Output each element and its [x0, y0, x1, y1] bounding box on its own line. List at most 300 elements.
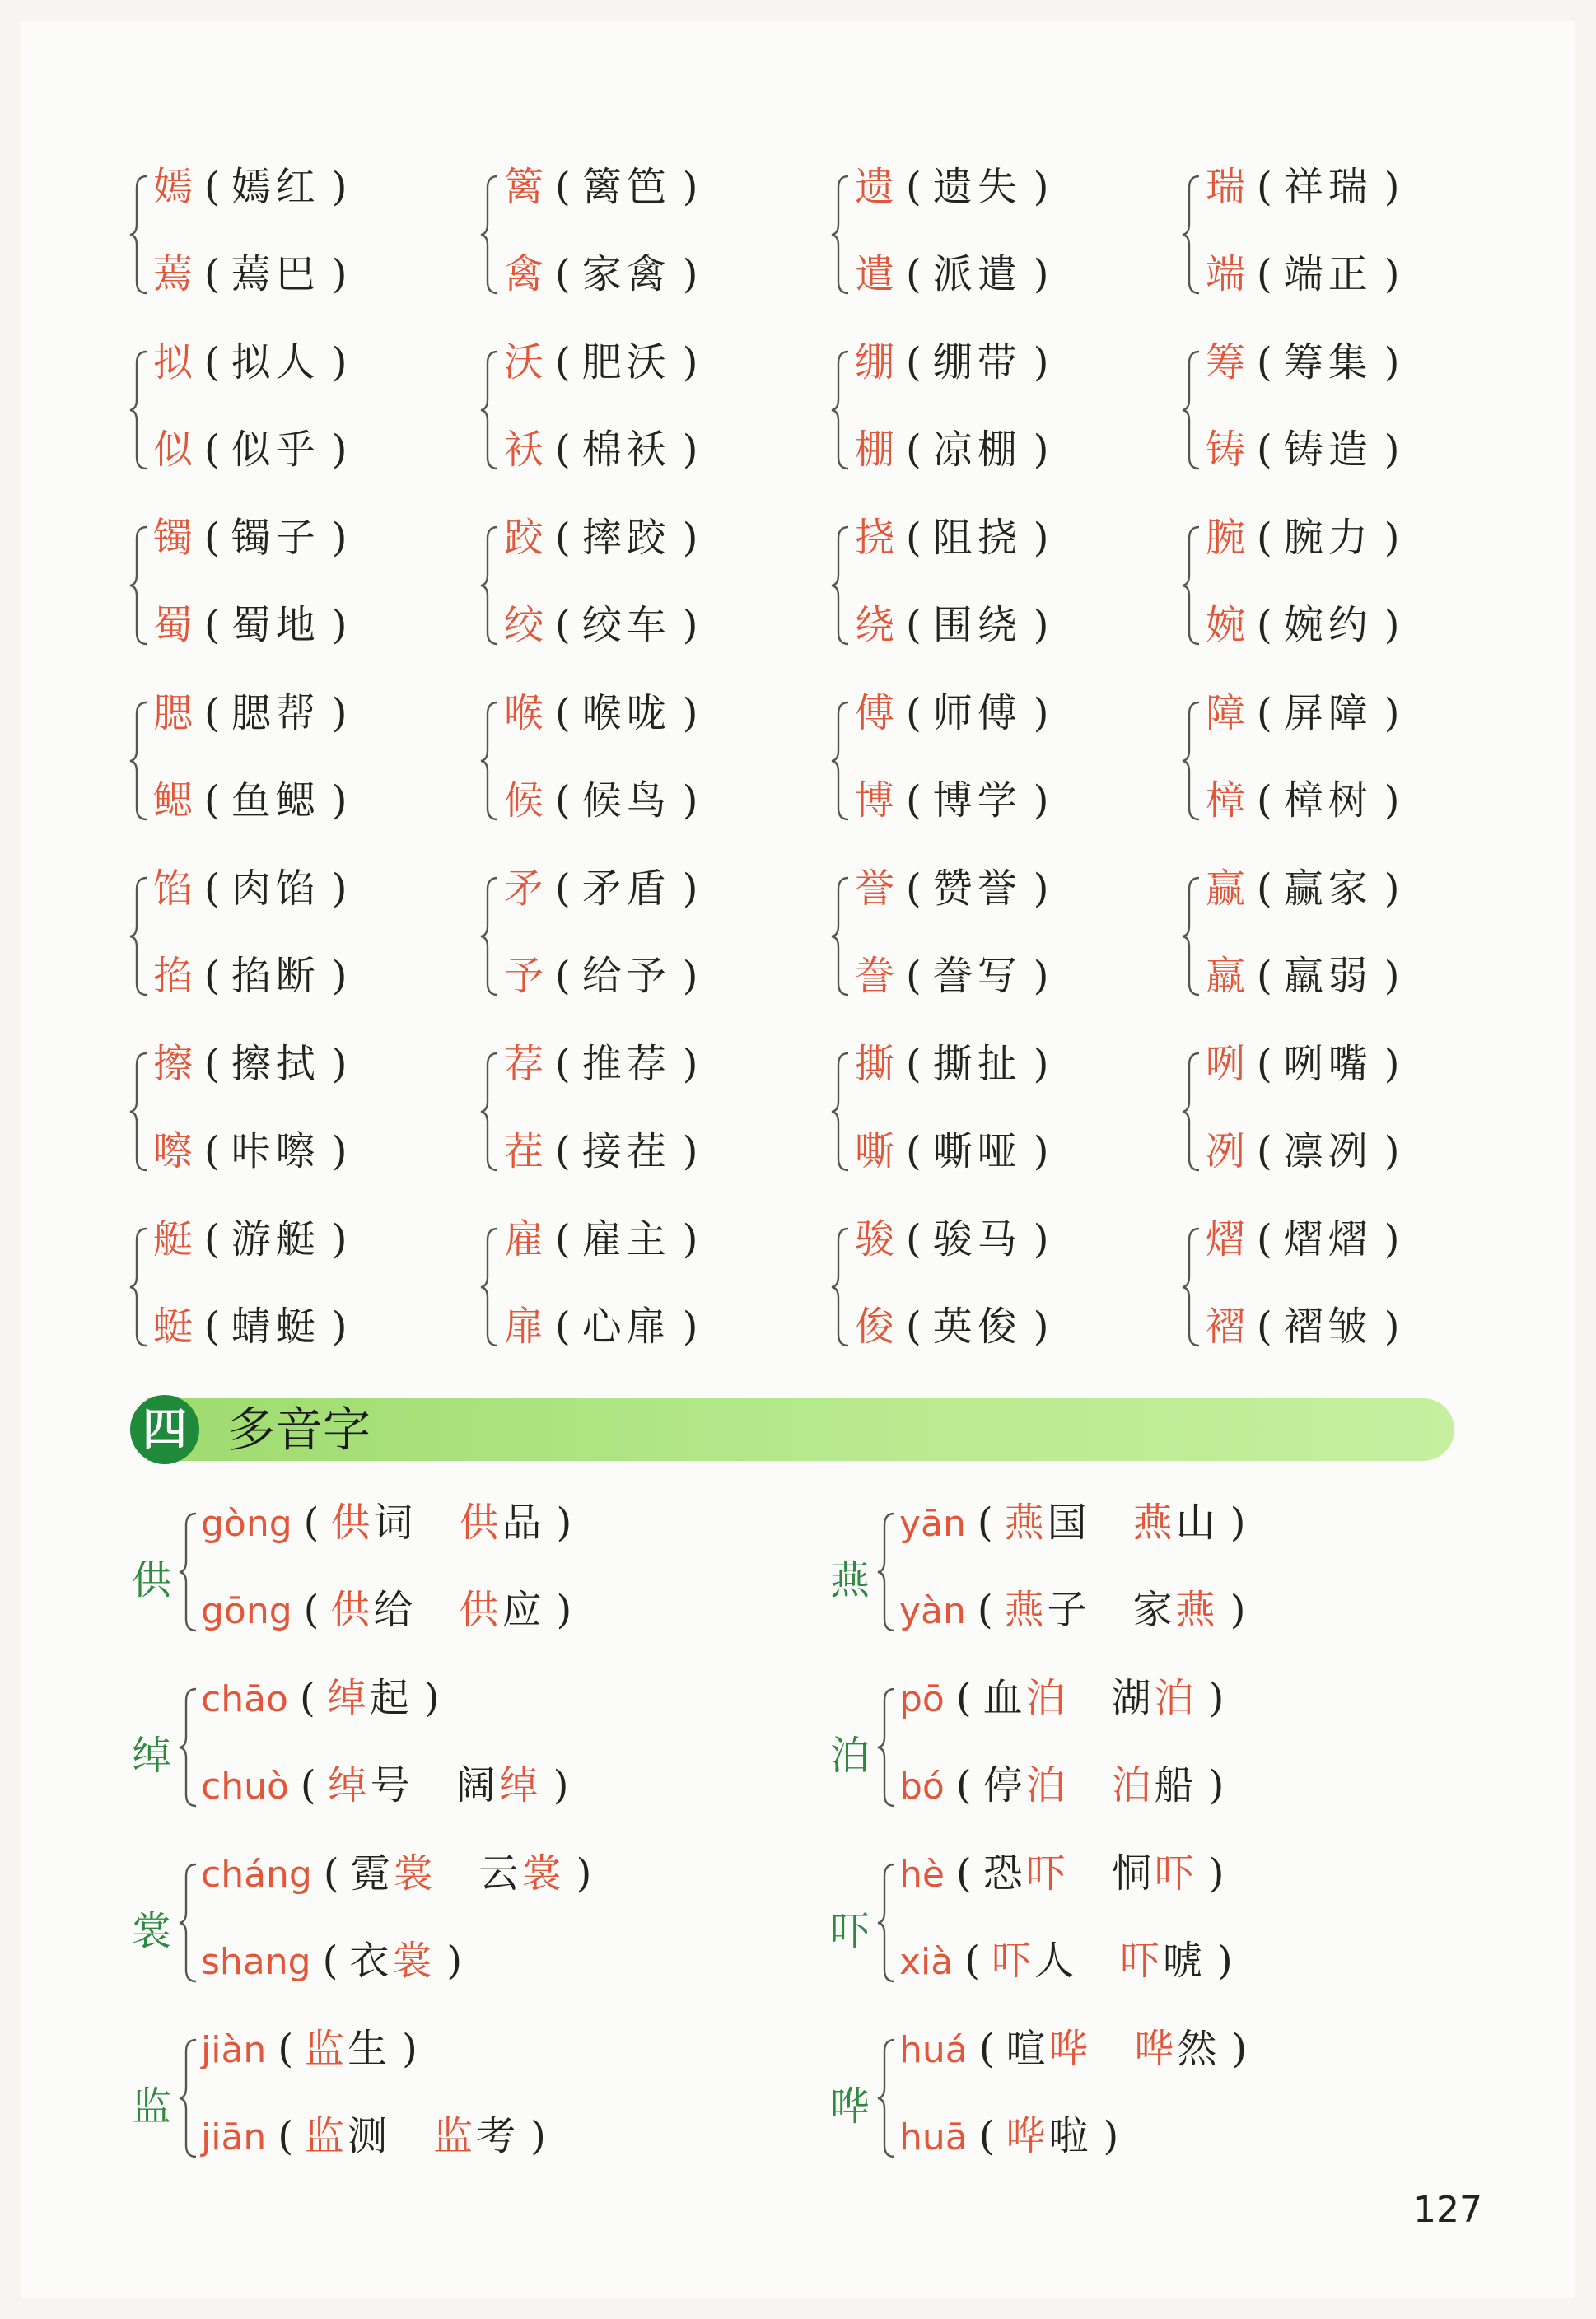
pair-line — [504, 1296, 710, 1357]
pair-line — [1206, 595, 1412, 656]
open-paren: ( — [204, 777, 220, 824]
character-pair — [132, 507, 483, 683]
open-paren: ( — [303, 1500, 320, 1546]
open-paren: ( — [278, 2113, 294, 2159]
close-paren: ) — [1384, 953, 1400, 999]
close-paren: ) — [331, 866, 348, 912]
pinyin: gòng — [201, 1503, 292, 1545]
example-word: 似乎 — [231, 427, 320, 473]
pinyin: xià — [899, 1941, 954, 1983]
example-word — [327, 1675, 413, 1721]
open-paren: ( — [1257, 866, 1272, 912]
character-pair — [1184, 156, 1535, 332]
reading-line — [201, 2106, 558, 2167]
open-paren: ( — [906, 427, 922, 473]
example-word: 派遣 — [932, 251, 1022, 297]
pair-line — [1206, 332, 1412, 393]
pinyin: cháng — [201, 1854, 312, 1896]
highlighted-character: 绰 — [326, 1675, 370, 1721]
pair-line — [1206, 244, 1412, 305]
open-paren: ( — [955, 1762, 972, 1808]
target-character: 誉 — [855, 866, 895, 912]
open-paren: ( — [555, 953, 571, 999]
example-word — [305, 2113, 390, 2159]
brace-icon — [479, 1050, 501, 1173]
character-pair — [1184, 683, 1535, 858]
open-paren: ( — [1257, 1304, 1272, 1350]
example-word: 候鸟 — [581, 777, 671, 824]
target-character: 嘶 — [855, 1128, 895, 1174]
highlighted-character: 吓 — [1154, 1850, 1197, 1897]
highlighted-character: 吓 — [1025, 1850, 1069, 1897]
example-word: 喉咙 — [581, 690, 671, 736]
word-character: 恫 — [1111, 1850, 1155, 1897]
example-word — [1112, 1850, 1197, 1897]
brace-icon — [128, 1050, 150, 1173]
reading-line — [899, 1930, 1244, 1991]
character-pair-grid — [132, 156, 1535, 1384]
target-character: 遗 — [855, 164, 895, 210]
character-pair — [1184, 332, 1535, 507]
target-character: 博 — [855, 777, 895, 824]
close-paren: ) — [1208, 1762, 1225, 1808]
polyphone-character: 裳 — [132, 1908, 172, 1954]
example-word — [1133, 1500, 1219, 1546]
pair-line — [504, 156, 710, 217]
polyphone-entry — [830, 2018, 1505, 2194]
close-paren: ) — [682, 1128, 698, 1174]
open-paren: ( — [906, 1041, 922, 1087]
polyphone-entry — [132, 2018, 807, 2194]
close-paren: ) — [1033, 866, 1049, 912]
highlighted-character: 供 — [459, 1587, 502, 1633]
pair-line — [855, 419, 1061, 480]
target-character: 撕 — [855, 1041, 895, 1087]
open-paren: ( — [323, 1850, 339, 1897]
pair-line — [504, 332, 710, 393]
brace-icon — [1181, 348, 1202, 472]
target-character: 樟 — [1206, 777, 1246, 824]
close-paren: ) — [331, 427, 348, 473]
example-word — [1112, 1675, 1197, 1721]
open-paren: ( — [300, 1762, 316, 1808]
open-paren: ( — [977, 1500, 993, 1546]
open-paren: ( — [1257, 251, 1272, 297]
character-pair — [483, 1209, 833, 1384]
pair-line — [855, 945, 1061, 1006]
close-paren: ) — [1033, 251, 1049, 297]
target-character: 篱 — [504, 164, 544, 210]
polyphone-character: 吓 — [830, 1908, 870, 1954]
target-character: 沃 — [504, 339, 544, 385]
example-word: 游艇 — [231, 1216, 320, 1262]
pinyin: chāo — [201, 1678, 288, 1720]
example-word: 接茬 — [581, 1128, 671, 1174]
pair-line — [1206, 1034, 1412, 1094]
target-character: 蔫 — [153, 251, 194, 297]
close-paren: ) — [446, 1938, 463, 1984]
close-paren: ) — [1033, 953, 1049, 999]
close-paren: ) — [1384, 1041, 1400, 1087]
close-paren: ) — [682, 515, 698, 561]
brace-icon — [1181, 524, 1202, 647]
close-paren: ) — [556, 1500, 572, 1546]
brace-icon — [1181, 875, 1202, 998]
close-paren: ) — [576, 1850, 592, 1897]
word-character: 停 — [982, 1762, 1026, 1808]
pinyin: jiān — [201, 2116, 267, 2158]
polyphone-entry — [830, 1668, 1505, 1843]
example-word — [1133, 1587, 1219, 1633]
pinyin: hè — [899, 1854, 945, 1896]
open-paren: ( — [906, 953, 922, 999]
open-paren: ( — [555, 1041, 571, 1087]
polyphone-character: 供 — [132, 1557, 172, 1603]
target-character: 镯 — [153, 515, 194, 561]
pair-line — [504, 945, 710, 1006]
open-paren: ( — [906, 164, 922, 210]
brace-icon — [479, 699, 501, 823]
example-word — [456, 1762, 542, 1808]
pair-line — [504, 1121, 710, 1182]
open-paren: ( — [204, 164, 220, 210]
example-word: 嫣红 — [231, 164, 320, 210]
close-paren: ) — [682, 427, 698, 473]
target-character: 骏 — [855, 1216, 895, 1262]
close-paren: ) — [331, 1041, 348, 1087]
example-word: 雇主 — [581, 1216, 671, 1262]
example-word — [305, 2026, 390, 2072]
open-paren: ( — [955, 1850, 972, 1897]
example-word — [983, 1762, 1069, 1808]
open-paren: ( — [978, 2113, 995, 2159]
pair-line — [855, 332, 1061, 393]
highlighted-character: 泊 — [1025, 1762, 1069, 1808]
target-character: 馅 — [153, 866, 194, 912]
target-character: 铸 — [1206, 427, 1246, 473]
brace-icon — [479, 1225, 501, 1349]
example-word — [351, 1850, 436, 1897]
example-word: 围绕 — [932, 602, 1022, 648]
close-paren: ) — [1384, 1304, 1400, 1350]
character-pair — [483, 332, 833, 507]
open-paren: ( — [204, 866, 220, 912]
close-paren: ) — [682, 953, 698, 999]
pair-line — [153, 770, 359, 831]
close-paren: ) — [1033, 1216, 1049, 1262]
brace-icon — [128, 524, 150, 647]
highlighted-character: 供 — [330, 1587, 374, 1633]
close-paren: ) — [1208, 1675, 1225, 1721]
word-character: 云 — [478, 1850, 522, 1897]
word-character: 测 — [348, 2113, 391, 2159]
reading-line — [201, 1755, 580, 1816]
example-word — [1120, 1938, 1206, 1984]
example-word — [459, 1500, 544, 1546]
close-paren: ) — [1384, 1216, 1400, 1262]
open-paren: ( — [1257, 427, 1272, 473]
target-character: 腮 — [153, 690, 194, 736]
example-word: 羸弱 — [1283, 953, 1373, 999]
open-paren: ( — [204, 1128, 220, 1174]
target-character: 绕 — [855, 602, 895, 648]
target-character: 鳃 — [153, 777, 194, 824]
open-paren: ( — [555, 164, 571, 210]
brace-icon — [830, 524, 852, 647]
pair-line — [1206, 1209, 1412, 1270]
target-character: 禽 — [504, 251, 544, 297]
open-paren: ( — [906, 1128, 922, 1174]
highlighted-character: 裳 — [392, 1938, 436, 1984]
highlighted-character: 哗 — [1048, 2026, 1092, 2072]
example-word: 蜀地 — [231, 602, 320, 648]
example-word: 咔嚓 — [231, 1128, 320, 1174]
target-character: 扉 — [504, 1304, 544, 1350]
example-word: 鱼鳃 — [231, 777, 320, 824]
example-word — [328, 1762, 413, 1808]
target-character: 挠 — [855, 515, 895, 561]
highlighted-character: 泊 — [1025, 1675, 1069, 1721]
pair-line — [1206, 419, 1412, 480]
highlighted-character: 供 — [330, 1500, 374, 1546]
pair-line — [1206, 507, 1412, 568]
open-paren: ( — [906, 866, 922, 912]
example-word: 嘶哑 — [932, 1128, 1022, 1174]
target-character: 婉 — [1206, 602, 1246, 648]
highlighted-character: 燕 — [1004, 1500, 1048, 1546]
reading-line — [201, 2018, 429, 2079]
open-paren: ( — [906, 777, 922, 824]
highlighted-character: 燕 — [1004, 1587, 1048, 1633]
polyphone-entry — [830, 1843, 1505, 2018]
brace-icon — [830, 173, 852, 296]
example-word: 誊写 — [932, 953, 1022, 999]
close-paren: ) — [1231, 2026, 1248, 2072]
brace-icon — [1181, 173, 1202, 296]
close-paren: ) — [1033, 777, 1049, 824]
example-word: 博学 — [932, 777, 1022, 824]
close-paren: ) — [1384, 866, 1400, 912]
word-character: 起 — [369, 1675, 413, 1721]
example-word: 铸造 — [1283, 427, 1373, 473]
word-character: 血 — [982, 1675, 1026, 1721]
target-character: 矛 — [504, 866, 544, 912]
target-character: 跤 — [504, 515, 544, 561]
open-paren: ( — [204, 602, 220, 648]
close-paren: ) — [1033, 339, 1049, 385]
example-word: 心扉 — [581, 1304, 671, 1350]
target-character: 瑞 — [1206, 164, 1246, 210]
pair-line — [1206, 1296, 1412, 1357]
open-paren: ( — [1257, 1216, 1272, 1262]
brace-icon — [128, 875, 150, 998]
pair-line — [153, 683, 359, 744]
word-character: 考 — [476, 2113, 520, 2159]
close-paren: ) — [331, 515, 348, 561]
example-word: 肥沃 — [581, 339, 671, 385]
target-character: 誊 — [855, 953, 895, 999]
target-character: 羸 — [1206, 953, 1246, 999]
open-paren: ( — [204, 690, 220, 736]
example-word: 祥瑞 — [1283, 164, 1373, 210]
character-pair — [132, 683, 483, 858]
target-character: 俊 — [855, 1304, 895, 1350]
example-word: 棉袄 — [581, 427, 671, 473]
brace-icon — [876, 1686, 898, 1809]
open-paren: ( — [906, 1304, 922, 1350]
close-paren: ) — [1103, 2113, 1119, 2159]
target-character: 荐 — [504, 1041, 544, 1087]
brace-icon — [830, 699, 852, 823]
example-word: 筹集 — [1283, 339, 1373, 385]
pair-line — [855, 595, 1061, 656]
target-character: 擦 — [153, 1041, 194, 1087]
pair-line — [855, 858, 1061, 919]
highlighted-character: 绰 — [498, 1762, 542, 1808]
open-paren: ( — [204, 515, 220, 561]
target-character: 褶 — [1206, 1304, 1246, 1350]
brace-icon — [128, 699, 150, 823]
target-character: 喉 — [504, 690, 544, 736]
close-paren: ) — [331, 251, 348, 297]
example-word: 赞誉 — [932, 866, 1022, 912]
close-paren: ) — [331, 777, 348, 824]
example-word: 阻挠 — [932, 515, 1022, 561]
pair-line — [504, 683, 710, 744]
close-paren: ) — [1033, 1304, 1049, 1350]
reading-line — [201, 1492, 583, 1553]
example-word — [330, 1587, 416, 1633]
character-pair — [132, 1209, 483, 1384]
target-character: 茬 — [504, 1128, 544, 1174]
word-character: 衣 — [349, 1938, 393, 1984]
character-pair — [833, 1209, 1184, 1384]
open-paren: ( — [204, 1304, 220, 1350]
target-character: 掐 — [153, 953, 194, 999]
reading-line — [899, 1668, 1235, 1729]
character-pair — [483, 1034, 833, 1209]
polyphone-entry — [830, 1492, 1505, 1668]
highlighted-character: 监 — [305, 2113, 348, 2159]
close-paren: ) — [402, 2026, 418, 2072]
pair-line — [504, 244, 710, 305]
example-word: 英俊 — [932, 1304, 1022, 1350]
pair-line — [1206, 156, 1412, 217]
open-paren: ( — [278, 2026, 294, 2072]
reading-line — [899, 1755, 1235, 1816]
pinyin: pō — [899, 1678, 945, 1720]
target-character: 似 — [153, 427, 194, 473]
word-character: 啦 — [1048, 2113, 1092, 2159]
pair-line — [1206, 683, 1412, 744]
pair-line — [153, 507, 359, 568]
close-paren: ) — [1384, 164, 1400, 210]
pair-line — [504, 770, 710, 831]
pair-line — [153, 1296, 359, 1357]
highlighted-character: 泊 — [1154, 1675, 1197, 1721]
example-word: 镯子 — [231, 515, 320, 561]
example-word — [992, 1938, 1077, 1984]
brace-icon — [1181, 699, 1202, 823]
pair-line — [855, 1209, 1061, 1270]
pinyin: shang — [201, 1941, 311, 1983]
highlighted-character: 燕 — [1175, 1587, 1219, 1633]
close-paren: ) — [682, 1216, 698, 1262]
pair-line — [855, 507, 1061, 568]
close-paren: ) — [682, 1041, 698, 1087]
close-paren: ) — [1384, 690, 1400, 736]
target-character: 腕 — [1206, 515, 1246, 561]
close-paren: ) — [1384, 251, 1400, 297]
close-paren: ) — [331, 1216, 348, 1262]
example-word: 篱笆 — [581, 164, 671, 210]
character-pair — [833, 1034, 1184, 1209]
example-word: 蔫巴 — [231, 251, 320, 297]
character-pair — [833, 507, 1184, 683]
pair-line — [504, 419, 710, 480]
word-character: 霓 — [350, 1850, 394, 1897]
target-character: 蜓 — [153, 1304, 194, 1350]
highlighted-character: 裳 — [521, 1850, 565, 1897]
polyphone-character: 监 — [132, 2083, 172, 2130]
polyphone-character: 泊 — [830, 1733, 870, 1779]
open-paren: ( — [1257, 1128, 1272, 1174]
word-character: 给 — [373, 1587, 417, 1633]
open-paren: ( — [204, 427, 220, 473]
word-character: 品 — [502, 1500, 545, 1546]
close-paren: ) — [1033, 690, 1049, 736]
highlighted-character: 监 — [433, 2113, 477, 2159]
brace-icon — [876, 1861, 898, 1985]
example-word: 掐断 — [231, 953, 320, 999]
pair-line — [855, 770, 1061, 831]
close-paren: ) — [423, 1675, 440, 1721]
brace-icon — [479, 348, 501, 472]
brace-icon — [830, 1225, 852, 1349]
highlighted-character: 绰 — [327, 1762, 371, 1808]
polyphone-entry — [132, 1492, 807, 1668]
example-word: 家禽 — [581, 251, 671, 297]
close-paren: ) — [1384, 515, 1400, 561]
highlighted-character: 吓 — [1120, 1938, 1164, 1984]
pinyin: bó — [899, 1766, 945, 1808]
highlighted-character: 泊 — [1111, 1762, 1155, 1808]
pair-line — [153, 858, 359, 919]
brace-icon — [479, 875, 501, 998]
close-paren: ) — [682, 164, 698, 210]
pair-line — [1206, 770, 1412, 831]
close-paren: ) — [1384, 777, 1400, 824]
close-paren: ) — [1217, 1938, 1233, 1984]
open-paren: ( — [555, 866, 571, 912]
pair-line — [153, 595, 359, 656]
pair-line — [855, 1034, 1061, 1094]
target-character: 筹 — [1206, 339, 1246, 385]
brace-icon — [178, 2037, 199, 2160]
pair-line — [1206, 945, 1412, 1006]
close-paren: ) — [1033, 427, 1049, 473]
target-character: 棚 — [855, 427, 895, 473]
word-character: 家 — [1132, 1587, 1176, 1633]
close-paren: ) — [682, 1304, 698, 1350]
polyphone-entry — [132, 1668, 807, 1843]
pair-line — [153, 419, 359, 480]
example-word: 遗失 — [932, 164, 1022, 210]
target-character: 端 — [1206, 251, 1246, 297]
target-character: 嫣 — [153, 164, 194, 210]
open-paren: ( — [204, 1216, 220, 1262]
pair-line — [1206, 858, 1412, 919]
